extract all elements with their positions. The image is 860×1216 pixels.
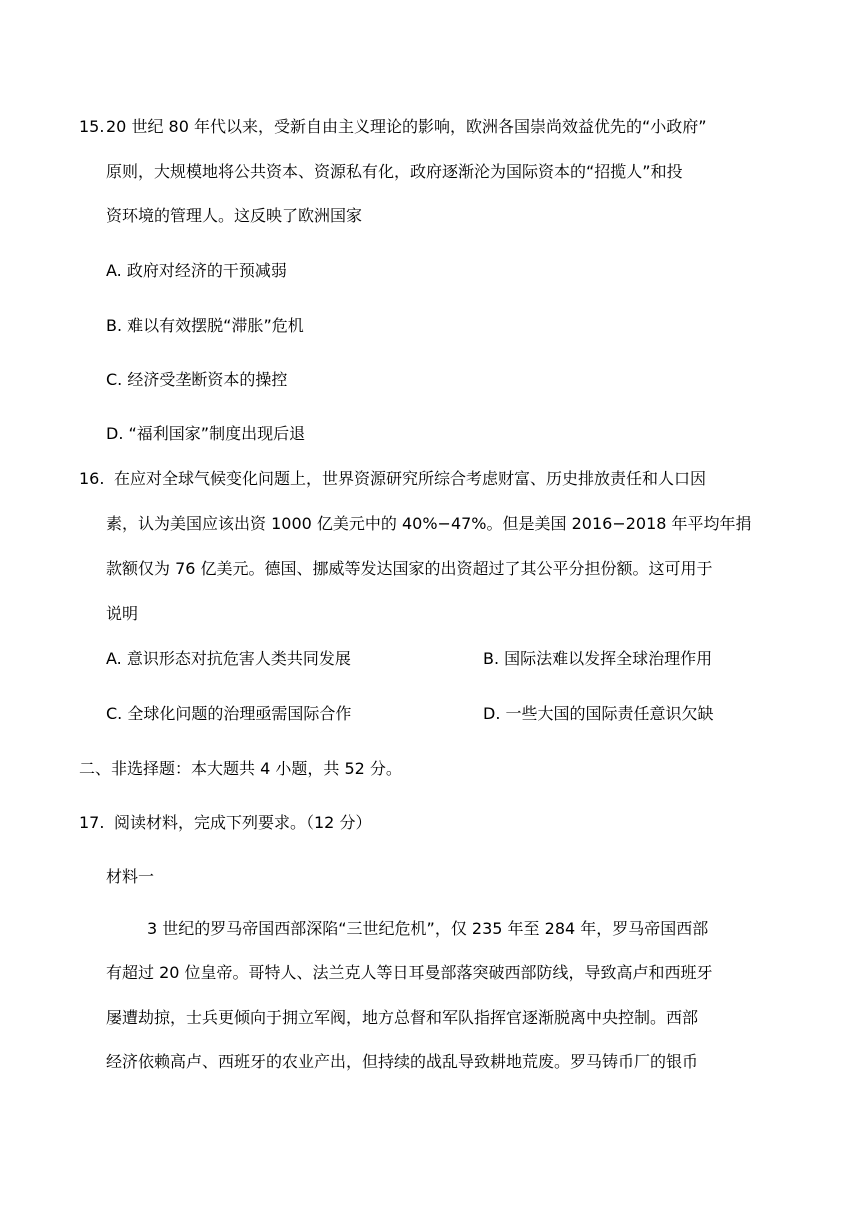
material-1-line-2: 有超过 20 位皇帝。哥特人、法兰克人等日耳曼部落突破西部防线，导致高卢和西班牙 <box>106 963 713 982</box>
material-1-line-4: 经济依赖高卢、西班牙的农业产出，但持续的战乱导致耕地荒废。罗马铸币厂的银币 <box>106 1052 699 1071</box>
question-15-line-3: 资环境的管理人。这反映了欧洲国家 <box>106 206 363 225</box>
question-17-number: 17. <box>79 813 105 832</box>
question-15-option-d: D. “福利国家”制度出现后退 <box>106 424 306 443</box>
question-16-line-2: 素，认为美国应该出资 1000 亿美元中的 40%−47%。但是美国 2016−2018 年平均年捐 <box>106 514 752 533</box>
question-16-line-3: 款额仅为 76 亿美元。德国、挪威等发达国家的出资超过了其公平分担份额。这可用于 <box>106 559 713 578</box>
question-15-option-a: A. 政府对经济的干预减弱 <box>106 261 287 280</box>
question-15-number: 15. <box>79 117 105 136</box>
material-1-label: 材料一 <box>106 867 155 886</box>
question-16-line-1: 在应对全球气候变化问题上，世界资源研究所综合考虑财富、历史排放责任和人口因 <box>114 469 707 488</box>
question-16-option-d: D. 一些大国的国际责任意识欠缺 <box>483 704 714 723</box>
question-15-option-b: B. 难以有效摆脱“滞胀”危机 <box>106 316 304 335</box>
question-17-prompt: 阅读材料，完成下列要求。（12 分） <box>114 813 372 832</box>
question-16-option-b: B. 国际法难以发挥全球治理作用 <box>483 649 713 668</box>
question-15-line-1: 20 世纪 80 年代以来，受新自由主义理论的影响，欧洲各国崇尚效益优先的“小政府” <box>106 117 707 136</box>
question-16-number: 16. <box>79 469 105 488</box>
question-15-line-2: 原则，大规模地将公共资本、资源私有化，政府逐渐沦为国际资本的“招揽人”和投 <box>106 162 683 181</box>
material-1-line-1: 3 世纪的罗马帝国西部深陷“三世纪危机”，仅 235 年至 284 年，罗马帝国西部 <box>147 919 709 938</box>
material-1-line-3: 屡遭劫掠，士兵更倾向于拥立军阀，地方总督和军队指挥官逐渐脱离中央控制。西部 <box>106 1008 699 1027</box>
question-16-line-4: 说明 <box>106 604 139 623</box>
question-16-option-a: A. 意识形态对抗危害人类共同发展 <box>106 649 351 668</box>
section-2-heading: 二、非选择题：本大题共 4 小题，共 52 分。 <box>79 759 402 778</box>
question-15-option-c: C. 经济受垄断资本的操控 <box>106 370 288 389</box>
question-16-option-c: C. 全球化问题的治理亟需国际合作 <box>106 704 352 723</box>
